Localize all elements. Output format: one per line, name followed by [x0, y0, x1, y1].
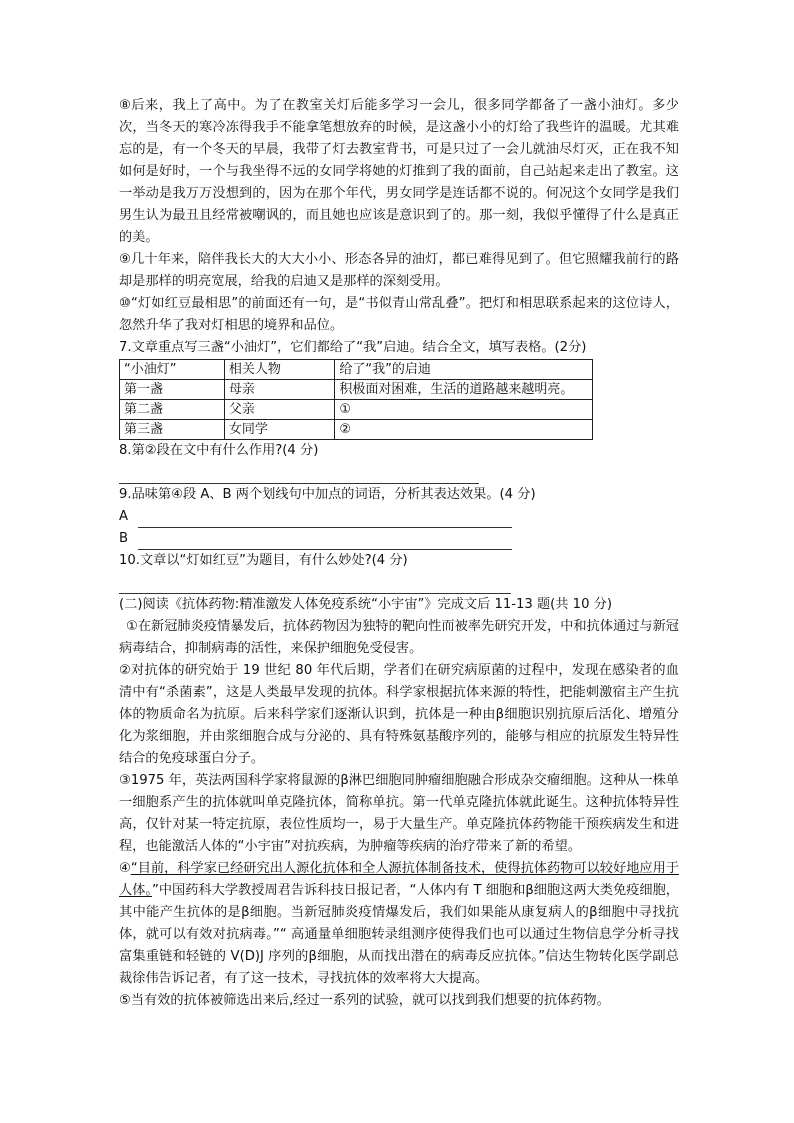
table-header-cell: “小油灯”	[120, 360, 225, 380]
question-9: 9.品味第④段 A、B 两个划线句中加点的词语，分析其表达效果。(4 分)	[119, 487, 536, 502]
question-8: 8.第②段在文中有什么作用?(4 分)	[119, 443, 319, 458]
table-header-row	[120, 360, 593, 380]
paragraph-b4	[119, 858, 679, 990]
answer-line-row	[119, 572, 679, 594]
table-header-cell: 相关人物	[224, 360, 335, 380]
answer-label-a: A	[119, 509, 129, 524]
paragraph-8: ⑧后来，我上了高中。为了在教室关灯后能多学习一会儿，很多同学都备了一盏小油灯。多少次，当冬天的寒冷冻得我手不能拿笔想放弃的时候，是这盏小小的灯给了我些许的温暖。尤其难忘的是，有一个冬天的早晨，我带了灯去教室背书，可是只过了一会儿就油尽灯灭，正在我不知如何是好时，一个与我坐得不远的女同学将她的灯推到了我的面前，自己站起来走出了教室。这一举动是我万万没想到的，因为在那个年代，男女同学是连话都不说的。何况这个女同学是我们男生认为最丑且经常被嘲讽的，而且她也应该是意识到了的。那一刻，我似乎懂得了什么是真正的美。	[119, 98, 679, 245]
paragraph-9: ⑨几十年来，陪伴我长大的大大小小、形态各异的油灯，都已难得见到了。但它照耀我前行的路却是那样的明亮宽展，给我的启迪又是那样的深刻受用。	[119, 252, 679, 289]
paragraph-b1: ①在新冠肺炎疫情暴发后，抗体药物因为独特的靶向性而被率先研究开发，中和抗体通过与新冠病毒结合，抑制病毒的活性，来保护细胞免受侵害。	[119, 619, 679, 656]
underlined-sentence: “目前，科学家已经研究出人源化抗体和全人源抗体制备技术，使得抗体药物可以较好地应用于人体。	[119, 861, 679, 898]
table-cell: 母亲	[224, 380, 335, 400]
table-cell: 第二盏	[120, 400, 225, 420]
answer-line-q9-a[interactable]	[138, 511, 512, 528]
answer-line-row	[119, 462, 679, 484]
paragraph-text: ”中国药科大学教授周君告诉科技日报记者，“人体内有 T 细胞和β细胞这两大类免疫细胞，其中能产生抗体的是β细胞。当新冠肺炎疫情爆发后，我们如果能从康复病人的β细胞中寻找抗体，就可以有效对抗病毒。”“ 高通量单细胞转录组测序使得我们也可以通过生物信息学分析寻找富集重链和轻链的 V(D)J 序列的β细胞，从而找出潜在的病毒反应抗体。”信达生物转化医学副总裁徐伟告诉记者，有了这一技术，寻找抗体的效率将大大提高。	[119, 883, 679, 986]
answer-line-q9-b[interactable]	[138, 533, 512, 550]
answer-line-q10[interactable]	[119, 577, 511, 594]
paragraph-b3: ③1975 年，英法两国科学家将鼠源的β淋巴细胞同肿瘤细胞融合形成杂交瘤细胞。这种从一株单一细胞系产生的抗体就叫单克隆抗体，简称单抗。第一代单克隆抗体就此诞生。这种抗体特异性高，仅针对某一特定抗原，表位性质均一，易于大量生产。单克隆抗体药物能干预疾病发生和进程，也能激活人体的“小宇宙”对抗疾病，为肿瘤等疾病的治疗带来了新的希望。	[119, 773, 679, 854]
answer-table	[119, 359, 593, 440]
answer-blank-1[interactable]: ①	[335, 400, 593, 420]
paragraph-b2: ②对抗体的研究始于 19 世纪 80 年代后期，学者们在研究病原菌的过程中，发现在感染者的血清中有“杀菌素”，这是人类最早发现的抗体。科学家根据抗体来源的特性，把能刺激宿主产生抗体的物质命名为抗原。后来科学家们逐渐认识到，抗体是一种由β细胞识别抗原后活化、增殖分化为浆细胞，并由浆细胞合成与分泌的、具有特殊氨基酸序列的，能够与相应的抗原发生特异性结合的免疫球蛋白分子。	[119, 663, 679, 766]
question-10: 10.文章以“灯如红豆”为题目，有什么妙处?(4 分)	[119, 553, 408, 568]
table-cell: 女同学	[224, 420, 335, 440]
table-row	[120, 380, 593, 400]
answer-blank-2[interactable]: ②	[335, 420, 593, 440]
paragraph-10: ⑩“灯如红豆最相思”的前面还有一句，是“书似青山常乱叠”。把灯和相思联系起来的这位诗人，忽然升华了我对灯相思的境界和品位。	[119, 296, 679, 333]
answer-label-b: B	[119, 531, 129, 546]
table-header-cell: 给了“我”的启迪	[335, 360, 593, 380]
paragraph-b5: ⑤当有效的抗体被筛选出来后,经过一系列的试验，就可以找到我们想要的抗体药物。	[119, 993, 610, 1008]
question-7: 7.文章重点写三盏“小油灯”，它们都给了“我”启迪。结合全文，填写表格。(2分)	[119, 340, 587, 355]
table-cell: 积极面对困难，生活的道路越来越明亮。	[335, 380, 593, 400]
table-cell: 父亲	[224, 400, 335, 420]
table-row	[120, 400, 593, 420]
table-cell: 第一盏	[120, 380, 225, 400]
exam-page	[119, 95, 679, 1012]
paragraph-number: ④	[119, 861, 131, 876]
answer-line-row	[119, 506, 679, 528]
section-2-title: (二)阅读《抗体药物:精准激发人体免疫系统“小宇宙”》完成文后 11-13 题(共 10 分)	[119, 597, 612, 612]
answer-line-q8[interactable]	[119, 467, 479, 484]
table-row	[120, 420, 593, 440]
table-cell: 第三盏	[120, 420, 225, 440]
answer-line-row	[119, 528, 679, 550]
